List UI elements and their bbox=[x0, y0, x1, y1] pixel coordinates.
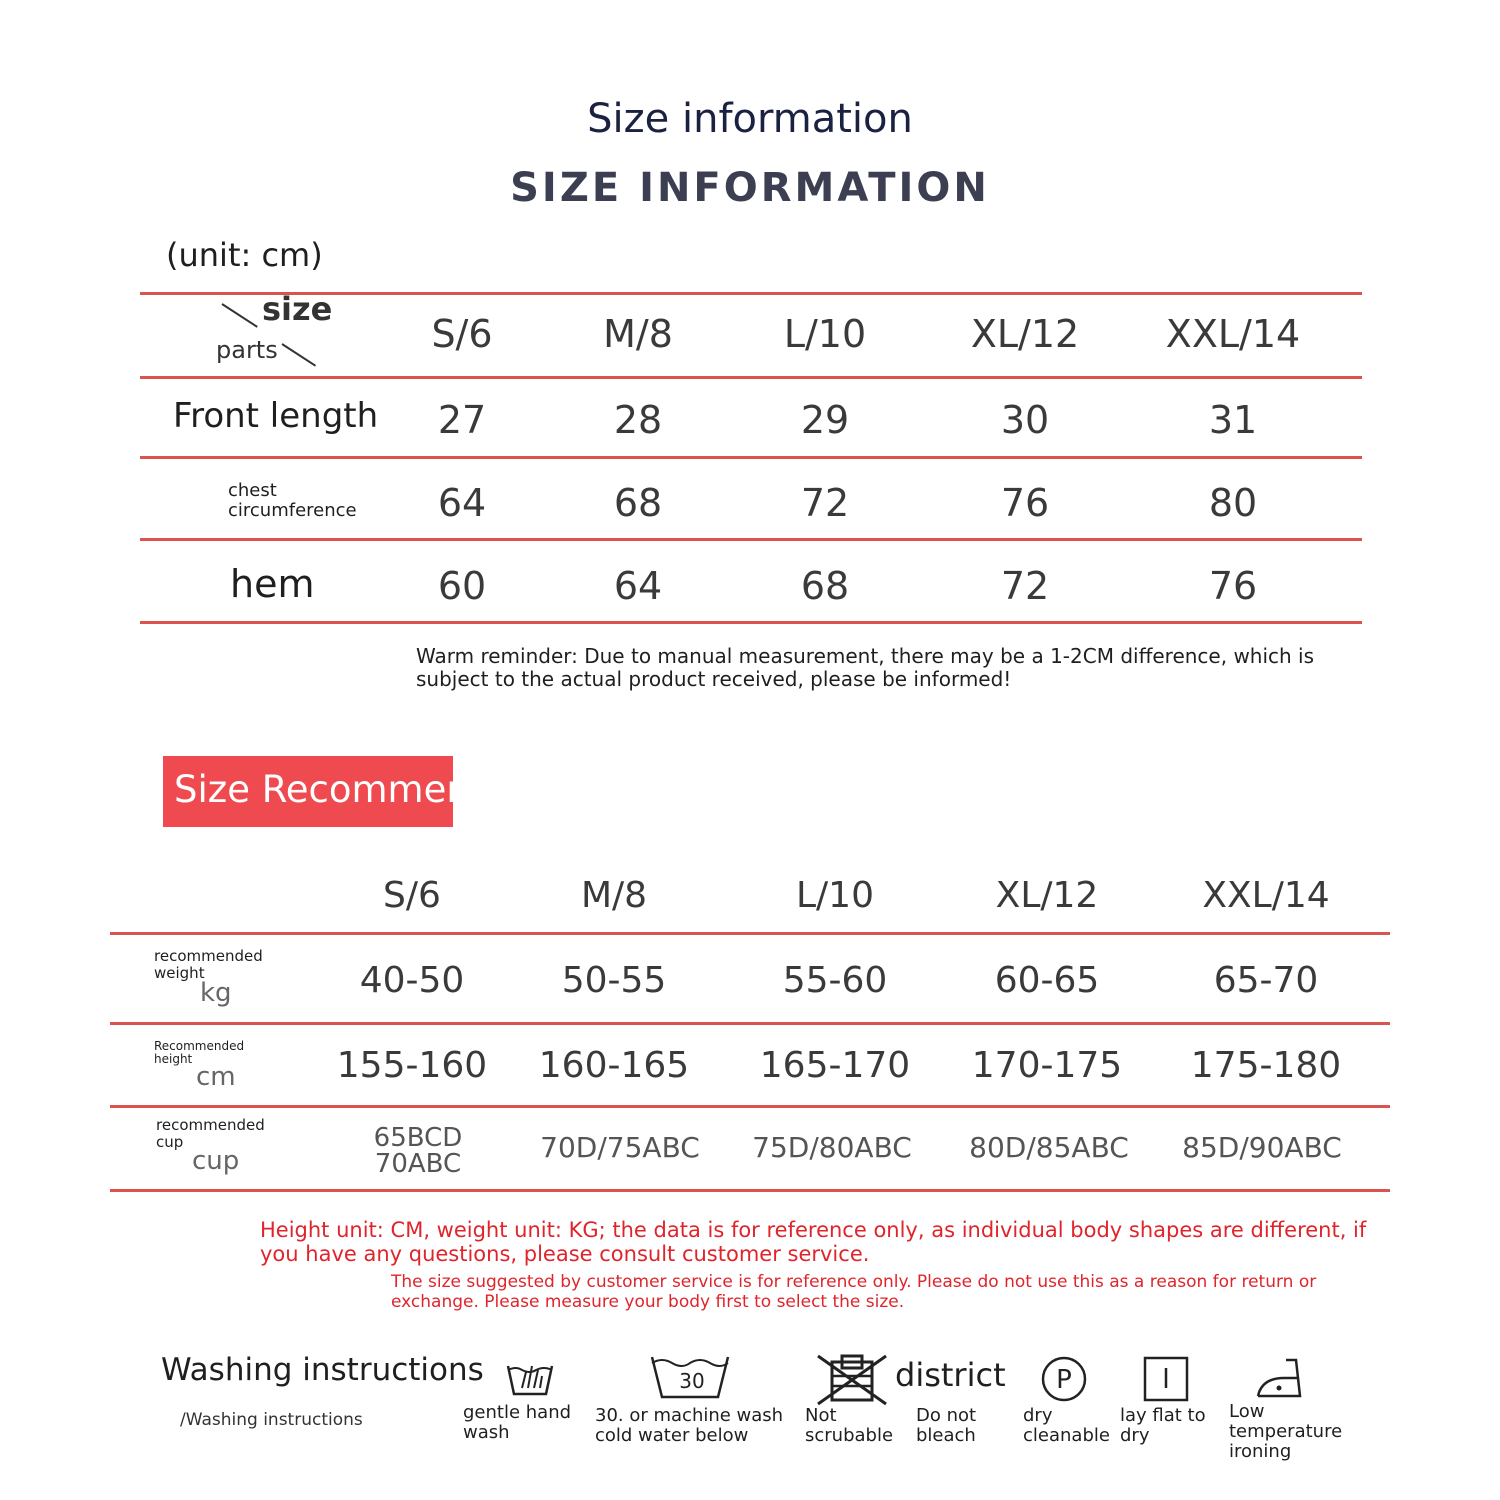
row-label-line: weight bbox=[154, 964, 205, 982]
table-cell: 60-65 bbox=[994, 960, 1100, 1001]
no-scrub-label bbox=[805, 1406, 893, 1446]
row-label-hem: hem bbox=[230, 562, 315, 606]
table-rule bbox=[140, 376, 1362, 379]
table-cell: 31 bbox=[1208, 398, 1258, 442]
diagonal-line bbox=[281, 343, 316, 366]
lay-flat-dry-label bbox=[1120, 1406, 1206, 1446]
table-cell: 76 bbox=[1208, 564, 1258, 608]
machine-wash-label bbox=[595, 1406, 783, 1446]
table-cell: 80D/85ABC bbox=[969, 1131, 1129, 1164]
table-cell: 68 bbox=[800, 564, 850, 608]
cup-unit: cup bbox=[192, 1146, 240, 1176]
table-cell: 68 bbox=[613, 481, 663, 525]
lay-flat-dry-icon bbox=[1143, 1356, 1189, 1402]
column-header: S/6 bbox=[431, 312, 493, 356]
row-label-line: circumference bbox=[228, 500, 357, 521]
label-line: 30. or machine wash bbox=[595, 1405, 784, 1426]
no-bleach-label bbox=[916, 1406, 976, 1446]
recommendation-banner-text: Size Recommendation bbox=[174, 768, 587, 811]
dry-clean-icon bbox=[1040, 1355, 1088, 1403]
table-cell: 72 bbox=[800, 481, 850, 525]
table-rule bbox=[110, 1105, 1390, 1108]
label-line: cold water below bbox=[595, 1425, 749, 1446]
page-title-caps: SIZE INFORMATION bbox=[510, 165, 990, 211]
low-temp-iron-icon bbox=[1254, 1356, 1304, 1402]
row-label-line: Recommended bbox=[154, 1039, 245, 1053]
table-cell: 40-50 bbox=[359, 960, 465, 1001]
header-size: size bbox=[262, 290, 333, 328]
table-rule bbox=[140, 621, 1362, 624]
row-label-line: height bbox=[154, 1052, 193, 1066]
table-cell: 64 bbox=[437, 481, 487, 525]
table-cell: 165-170 bbox=[759, 1045, 911, 1086]
table-rule bbox=[110, 1022, 1390, 1025]
table-cell: 55-60 bbox=[782, 960, 888, 1001]
table-cell: 30 bbox=[1000, 398, 1050, 442]
table-cell: 70D/75ABC bbox=[540, 1131, 700, 1164]
table-cell: 75D/80ABC bbox=[752, 1131, 912, 1164]
table-cell: 76 bbox=[1000, 481, 1050, 525]
table-cell: 64 bbox=[613, 564, 663, 608]
hand-wash-label bbox=[463, 1403, 571, 1443]
row-label-line: cup bbox=[156, 1133, 184, 1151]
label-line: Low bbox=[1229, 1401, 1265, 1422]
table-rule bbox=[140, 456, 1362, 459]
reference-note: Height unit: CM, weight unit: KG; the data is for reference only, as individual body shapes are different, if you have any questions, please consult customer service. bbox=[260, 1218, 1367, 1266]
column-header: XL/12 bbox=[970, 312, 1080, 356]
row-label-weight bbox=[154, 948, 263, 982]
label-line: temperature bbox=[1229, 1421, 1343, 1442]
low-temp-iron-label bbox=[1229, 1402, 1342, 1462]
label-line: lay flat to bbox=[1120, 1405, 1206, 1426]
dry-clean-letter: P bbox=[1056, 1365, 1072, 1395]
column-header: L/10 bbox=[796, 875, 874, 916]
dry-clean-label bbox=[1023, 1406, 1110, 1446]
hand-wash-icon bbox=[504, 1356, 556, 1400]
washing-subtitle: /Washing instructions bbox=[180, 1410, 363, 1430]
table-cell: 29 bbox=[800, 398, 850, 442]
cup-line: 65BCD bbox=[373, 1123, 463, 1153]
table-rule bbox=[140, 538, 1362, 541]
label-line: scrubable bbox=[805, 1425, 894, 1446]
weight-unit: kg bbox=[200, 978, 232, 1008]
cup-line: 70ABC bbox=[374, 1149, 462, 1179]
column-header: XXL/14 bbox=[1202, 875, 1330, 916]
table-cell: 160-165 bbox=[538, 1045, 690, 1086]
column-header: S/6 bbox=[383, 875, 441, 916]
label-line: ironing bbox=[1229, 1441, 1292, 1462]
table-cell: 175-180 bbox=[1190, 1045, 1342, 1086]
wash-temp-text: 30 bbox=[679, 1369, 705, 1393]
table-cell bbox=[303, 1125, 533, 1177]
label-line: gentle hand bbox=[463, 1402, 572, 1423]
label-line: Not bbox=[805, 1405, 837, 1426]
recommendation-banner bbox=[163, 756, 587, 827]
no-scrub-icon bbox=[816, 1354, 888, 1406]
table-cell: 27 bbox=[437, 398, 487, 442]
table-rule bbox=[110, 1189, 1390, 1192]
table-cell: 80 bbox=[1208, 481, 1258, 525]
column-header: M/8 bbox=[603, 312, 673, 356]
return-note: The size suggested by customer service is for reference only. Please do not use this as a reason for return or exchange. Please measure your body first to select the size. bbox=[391, 1272, 1317, 1312]
column-header: L/10 bbox=[783, 312, 867, 356]
page-title: Size information bbox=[587, 96, 913, 142]
table-cell: 85D/90ABC bbox=[1182, 1131, 1342, 1164]
height-unit: cm bbox=[196, 1062, 236, 1092]
label-line: dry bbox=[1120, 1425, 1150, 1446]
diagonal-line bbox=[221, 303, 257, 328]
washing-title: Washing instructions bbox=[161, 1352, 484, 1388]
district-text: district bbox=[895, 1356, 1006, 1394]
unit-label: (unit: cm) bbox=[166, 236, 323, 274]
column-header: XL/12 bbox=[995, 875, 1099, 916]
table-cell: 28 bbox=[613, 398, 663, 442]
label-line: bleach bbox=[916, 1425, 976, 1446]
row-label-chest bbox=[228, 481, 357, 521]
table-cell: 155-160 bbox=[336, 1045, 488, 1086]
machine-wash-icon bbox=[648, 1351, 732, 1403]
row-label-front-length: Front length bbox=[173, 396, 379, 436]
table-cell: 72 bbox=[1000, 564, 1050, 608]
header-parts: parts bbox=[216, 336, 278, 364]
row-label-line: chest bbox=[228, 480, 277, 501]
label-line: dry bbox=[1023, 1405, 1053, 1426]
row-label-line: recommended bbox=[154, 947, 263, 965]
label-line: wash bbox=[463, 1422, 510, 1443]
table-cell: 170-175 bbox=[971, 1045, 1123, 1086]
column-header: M/8 bbox=[580, 875, 648, 916]
table-cell: 50-55 bbox=[561, 960, 667, 1001]
table-rule bbox=[110, 932, 1390, 935]
label-line: cleanable bbox=[1023, 1425, 1110, 1446]
warm-reminder: Warm reminder: Due to manual measurement, there may be a 1-2CM difference, which is subject to the actual product received, please be informed! bbox=[416, 644, 1315, 691]
label-line: Do not bbox=[916, 1405, 977, 1426]
column-header: XXL/14 bbox=[1165, 312, 1301, 356]
row-label-line: recommended bbox=[156, 1116, 265, 1134]
table-cell: 65-70 bbox=[1213, 960, 1319, 1001]
table-cell: 60 bbox=[437, 564, 487, 608]
